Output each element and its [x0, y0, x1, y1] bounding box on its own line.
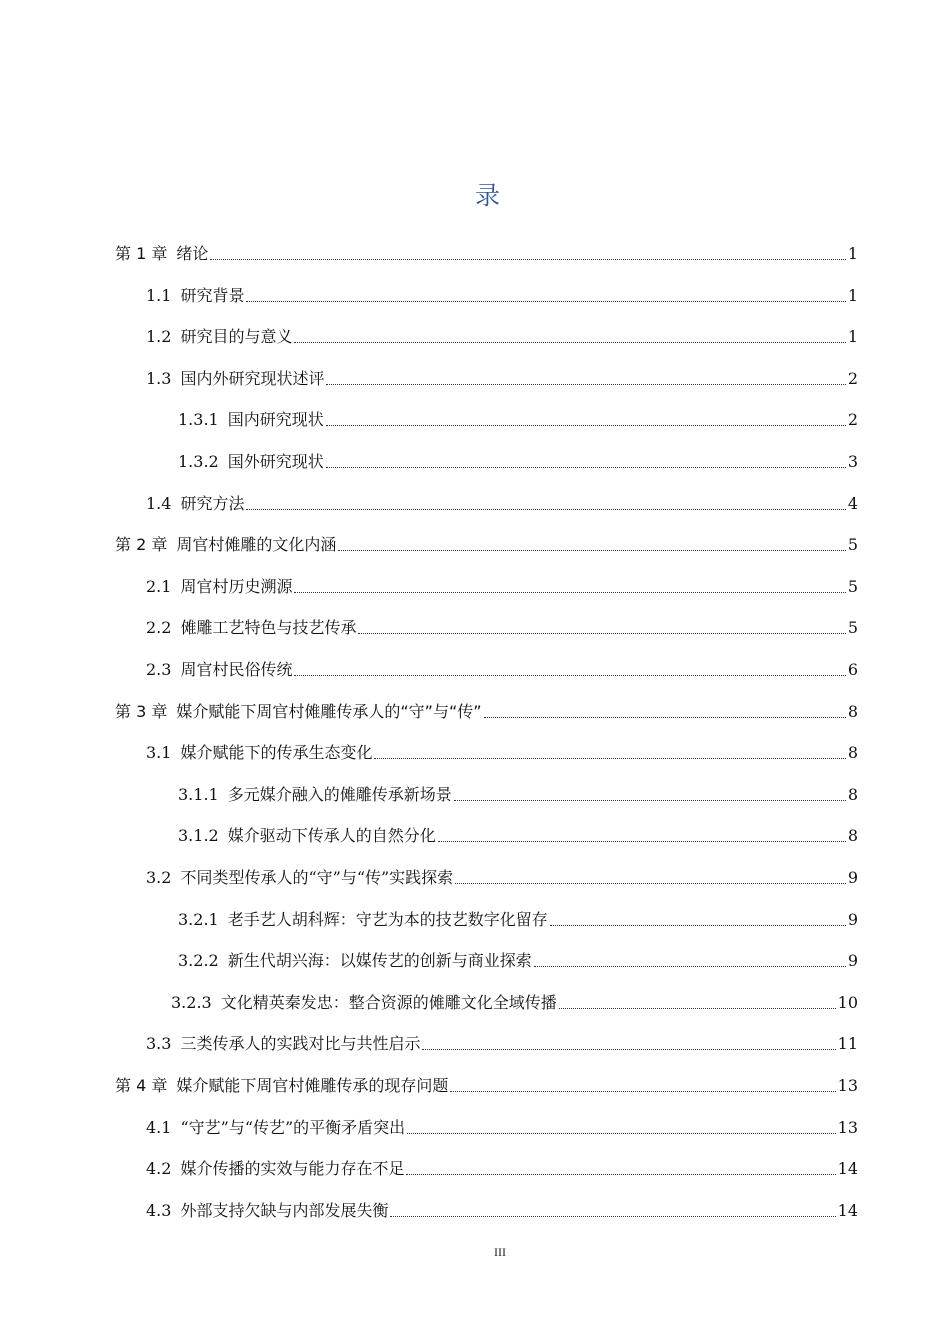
toc-entry-title: 媒介赋能下周官村傩雕传承的现存问题 — [176, 1076, 449, 1095]
toc-entry-title: 媒介传播的实效与能力存在不足 — [180, 1159, 405, 1179]
toc-entry[interactable] — [178, 822, 858, 846]
toc-entry-title: 外部支持欠缺与内部发展失衡 — [180, 1200, 389, 1220]
toc-dot-leader — [294, 342, 845, 343]
toc-entry-title: 新生代胡兴海：以媒传艺的创新与商业探索 — [227, 951, 532, 971]
toc-dot-leader — [438, 841, 846, 842]
toc-entry-title: 绪论 — [176, 244, 209, 263]
toc-entry-title: 国外研究现状 — [227, 452, 324, 471]
toc-entry-number: 3.2.3 — [171, 992, 212, 1012]
toc-entry-page: 1 — [847, 244, 858, 263]
toc-entry-number: 第 2 章 — [115, 535, 168, 555]
toc-entry[interactable] — [171, 989, 858, 1013]
toc-entry-number: 3.1 — [146, 743, 172, 763]
toc-entry[interactable] — [146, 323, 858, 347]
toc-entry-page: 3 — [847, 452, 858, 471]
toc-entry-number: 3.1.1 — [178, 784, 219, 804]
toc-dot-leader — [422, 1049, 835, 1050]
toc-entry-number: 第 1 章 — [115, 244, 168, 263]
toc-entry[interactable] — [146, 282, 858, 306]
toc-dot-leader — [484, 717, 846, 718]
toc-entry-title: 研究目的与意义 — [180, 327, 293, 347]
toc-entry-page: 14 — [837, 1159, 858, 1179]
toc-entry[interactable] — [178, 947, 858, 971]
toc-entry-number: 3.2.2 — [178, 951, 219, 971]
toc-entry-number: 4.2 — [146, 1159, 172, 1179]
toc-entry-title: 周官村傩雕的文化内涵 — [176, 535, 337, 555]
toc-entry-title: 媒介驱动下传承人的自然分化 — [227, 826, 436, 846]
toc-entry[interactable] — [146, 739, 858, 763]
toc-entry-page: 2 — [847, 410, 858, 430]
toc-entry-number: 第 3 章 — [115, 701, 168, 721]
toc-entry-page: 1 — [847, 285, 858, 305]
toc-entry[interactable] — [146, 490, 858, 514]
toc-entry-title: 老手艺人胡科辉：守艺为本的技艺数字化留存 — [227, 909, 548, 929]
toc-entry[interactable] — [178, 781, 858, 805]
toc-entry-title: 媒介赋能下周官村傩雕传承人的“守”与“传” — [176, 701, 482, 721]
toc-dot-leader — [326, 467, 846, 468]
toc-entry[interactable] — [146, 864, 858, 888]
toc-entry-number: 3.3 — [146, 1034, 172, 1054]
page-number: III — [494, 1245, 506, 1259]
toc-entry[interactable] — [178, 406, 858, 430]
toc-entry-title: 研究背景 — [180, 285, 245, 305]
toc-entry-title: 多元媒介融入的傩雕传承新场景 — [227, 784, 452, 804]
toc-entry[interactable] — [146, 1155, 858, 1179]
toc-entry[interactable] — [115, 698, 858, 722]
toc-dot-leader — [390, 1216, 835, 1217]
toc-entry-title: 傩雕工艺特色与技艺传承 — [180, 618, 357, 638]
toc-dot-leader — [294, 592, 845, 593]
toc-entry-number: 1.4 — [146, 493, 172, 513]
toc-entry-page: 8 — [847, 826, 858, 846]
toc-entry-page: 6 — [847, 660, 858, 679]
toc-entry-page: 9 — [847, 909, 858, 929]
toc-dot-leader — [246, 301, 845, 302]
toc-dot-leader — [550, 925, 846, 926]
toc-entry[interactable] — [178, 906, 858, 930]
toc-entry-page: 9 — [847, 868, 858, 887]
toc-entry-number: 1.3.1 — [178, 410, 219, 430]
toc-entry-number: 1.1 — [146, 285, 172, 305]
toc-entry-page: 5 — [847, 535, 858, 555]
toc-entry-page: 5 — [847, 618, 858, 638]
toc-entry-title: 文化精英秦发忠：整合资源的傩雕文化全域传播 — [220, 992, 557, 1012]
toc-entry-number: 第 4 章 — [115, 1076, 168, 1095]
toc-entry[interactable] — [115, 1072, 858, 1096]
toc-entry-page: 11 — [837, 1034, 858, 1054]
toc-entry-page: 4 — [847, 493, 858, 513]
toc-entry-number: 4.3 — [146, 1200, 172, 1220]
toc-dot-leader — [210, 259, 845, 260]
toc-entry-page: 5 — [847, 576, 858, 596]
toc-entry-title: 三类传承人的实践对比与共性启示 — [180, 1034, 421, 1054]
toc-entry-title: 周官村历史溯源 — [180, 576, 293, 596]
toc-dot-leader — [534, 966, 846, 967]
toc-dot-leader — [358, 633, 845, 634]
toc-entry-title: 不同类型传承人的“守”与“传”实践探索 — [180, 868, 454, 887]
toc-entry-number: 1.3.2 — [178, 452, 219, 471]
toc-entry[interactable] — [178, 448, 858, 472]
toc-entry-page: 8 — [847, 784, 858, 804]
toc-entry-page: 9 — [847, 951, 858, 971]
toc-entry-page: 1 — [847, 327, 858, 347]
toc-entry[interactable] — [146, 614, 858, 638]
toc-dot-leader — [559, 1008, 836, 1009]
toc-entry-number: 4.1 — [146, 1117, 172, 1137]
toc-entry-number: 3.1.2 — [178, 826, 219, 846]
toc-entry[interactable] — [146, 573, 858, 597]
toc-dot-leader — [450, 1091, 835, 1092]
toc-entry-number: 1.2 — [146, 327, 172, 347]
toc-entry-page: 13 — [837, 1076, 858, 1095]
toc-dot-leader — [374, 758, 845, 759]
toc-entry-page: 2 — [847, 368, 858, 388]
toc-entry-title: 媒介赋能下的传承生态变化 — [180, 743, 373, 763]
toc-dot-leader — [294, 675, 845, 676]
toc-dot-leader — [326, 425, 846, 426]
toc-entry-page: 14 — [837, 1200, 858, 1220]
toc-entry-page: 8 — [847, 701, 858, 721]
toc-entry[interactable] — [146, 365, 858, 389]
toc-entry-page: 13 — [837, 1117, 858, 1137]
toc-entry-number: 2.3 — [146, 660, 172, 679]
toc-dot-leader — [454, 800, 846, 801]
toc-entry-page: 8 — [847, 743, 858, 763]
toc-dot-leader — [407, 1133, 835, 1134]
toc-entry-title: 国内研究现状 — [227, 410, 324, 430]
toc-entry[interactable] — [146, 656, 858, 680]
toc-entry-number: 1.3 — [146, 368, 172, 388]
toc-entry[interactable] — [146, 1197, 858, 1221]
toc-entry-title: “守艺”与“传艺”的平衡矛盾突出 — [180, 1117, 406, 1137]
toc-entry[interactable] — [146, 1030, 858, 1054]
toc-entry-page: 10 — [837, 992, 858, 1012]
toc-entry-number: 3.2.1 — [178, 909, 219, 929]
toc-dot-leader — [406, 1174, 835, 1175]
toc-entry-number: 2.1 — [146, 576, 172, 596]
toc-dot-leader — [246, 509, 845, 510]
toc-dot-leader — [338, 550, 845, 551]
toc-entry[interactable] — [146, 1114, 858, 1138]
toc-entry-number: 3.2 — [146, 868, 172, 887]
toc-entry[interactable] — [115, 531, 858, 555]
toc-entry-title: 周官村民俗传统 — [180, 660, 293, 679]
toc-entry-title: 研究方法 — [180, 493, 245, 513]
toc-dot-leader — [455, 883, 846, 884]
toc-title: 录 — [474, 181, 500, 210]
toc-dot-leader — [326, 384, 845, 385]
toc-entry-title: 国内外研究现状述评 — [180, 368, 325, 388]
toc-entry-number: 2.2 — [146, 618, 172, 638]
toc-entry[interactable] — [115, 240, 858, 264]
